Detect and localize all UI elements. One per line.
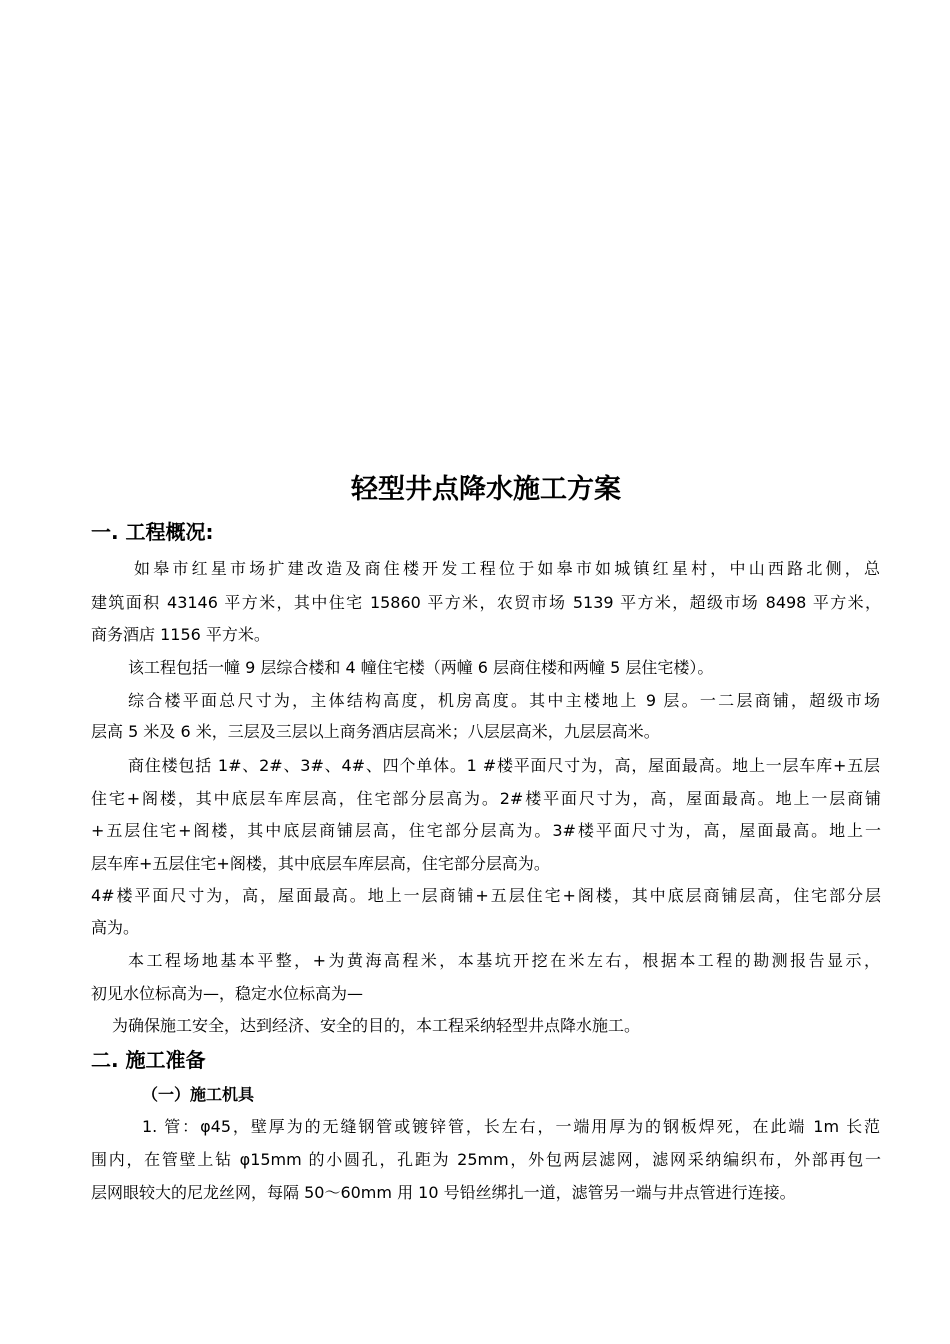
paragraph-line: 层网眼较大的尼龙丝网，每隔 50～60mm 用 10 号铅丝绑扎一道，滤管另一端与井点管进行连接。 bbox=[91, 1183, 796, 1202]
paragraph-line: 1. 管：φ45，壁厚为的无缝钢管或镀锌管，长左右，一端用厚为的钢板焊死，在此端 1m 长范 bbox=[142, 1117, 880, 1136]
paragraph-line: 层高 5 米及 6 米，三层及三层以上商务酒店层高米；八层层高米，九层层高米。 bbox=[91, 722, 660, 741]
paragraph-line: 层车库+五层住宅+阁楼，其中底层车库层高，住宅部分层高为。 bbox=[91, 854, 550, 873]
paragraph-line: 商务酒店 1156 平方米。 bbox=[91, 625, 270, 644]
paragraph-line: 为确保施工安全，达到经济、安全的目的，本工程采纳轻型井点降水施工。 bbox=[112, 1016, 641, 1035]
paragraph-line: 高为。 bbox=[91, 918, 140, 937]
paragraph-line: +五层住宅+阁楼，其中底层商铺层高，住宅部分层高为。3#楼平面尺寸为，高，屋面最高。地上一 bbox=[91, 821, 881, 840]
paragraph-line: 4#楼平面尺寸为，高，屋面最高。地上一层商铺+五层住宅+阁楼，其中底层商铺层高，住宅部分层 bbox=[91, 886, 881, 905]
paragraph-line: 商住楼包括 1#、2#、3#、4#、四个单体。1 #楼平面尺寸为，高，屋面最高。地上一层车库+五层 bbox=[128, 756, 880, 775]
section-heading-overview: 一. 工程概况: bbox=[91, 520, 214, 544]
paragraph-line: 如皋市红星市场扩建改造及商住楼开发工程位于如皋市如城镇红星村，中山西路北侧，总 bbox=[134, 559, 880, 578]
paragraph-line: 本工程场地基本平整，+为黄海高程米，本基坑开挖在米左右，根据本工程的勘测报告显示， bbox=[128, 951, 880, 970]
paragraph-line: 该工程包括一幢 9 层综合楼和 4 幢住宅楼（两幢 6 层商住楼和两幢 5 层住宅楼）。 bbox=[128, 658, 714, 677]
paragraph-line: 建筑面积 43146 平方米，其中住宅 15860 平方米，农贸市场 5139 平方米，超级市场 8498 平方米， bbox=[91, 593, 881, 612]
paragraph-line: 综合楼平面总尺寸为，主体结构高度，机房高度。其中主楼地上 9 层。一二层商铺，超级市场 bbox=[128, 691, 880, 710]
paragraph-line: 围内，在管壁上钻 φ15mm 的小圆孔，孔距为 25mm，外包两层滤网，滤网采纳编织布，外部再包一 bbox=[91, 1150, 881, 1169]
paragraph-line: 初见水位标高为—，稳定水位标高为— bbox=[91, 984, 364, 1003]
document-title: 轻型井点降水施工方案 bbox=[351, 474, 621, 505]
subsection-heading-machinery: （一）施工机具 bbox=[142, 1085, 255, 1104]
paragraph-line: 住宅+阁楼，其中底层车库层高，住宅部分层高为。2#楼平面尺寸为，高，屋面最高。地上一层商铺 bbox=[91, 789, 881, 808]
section-heading-preparation: 二. 施工准备 bbox=[91, 1048, 206, 1072]
